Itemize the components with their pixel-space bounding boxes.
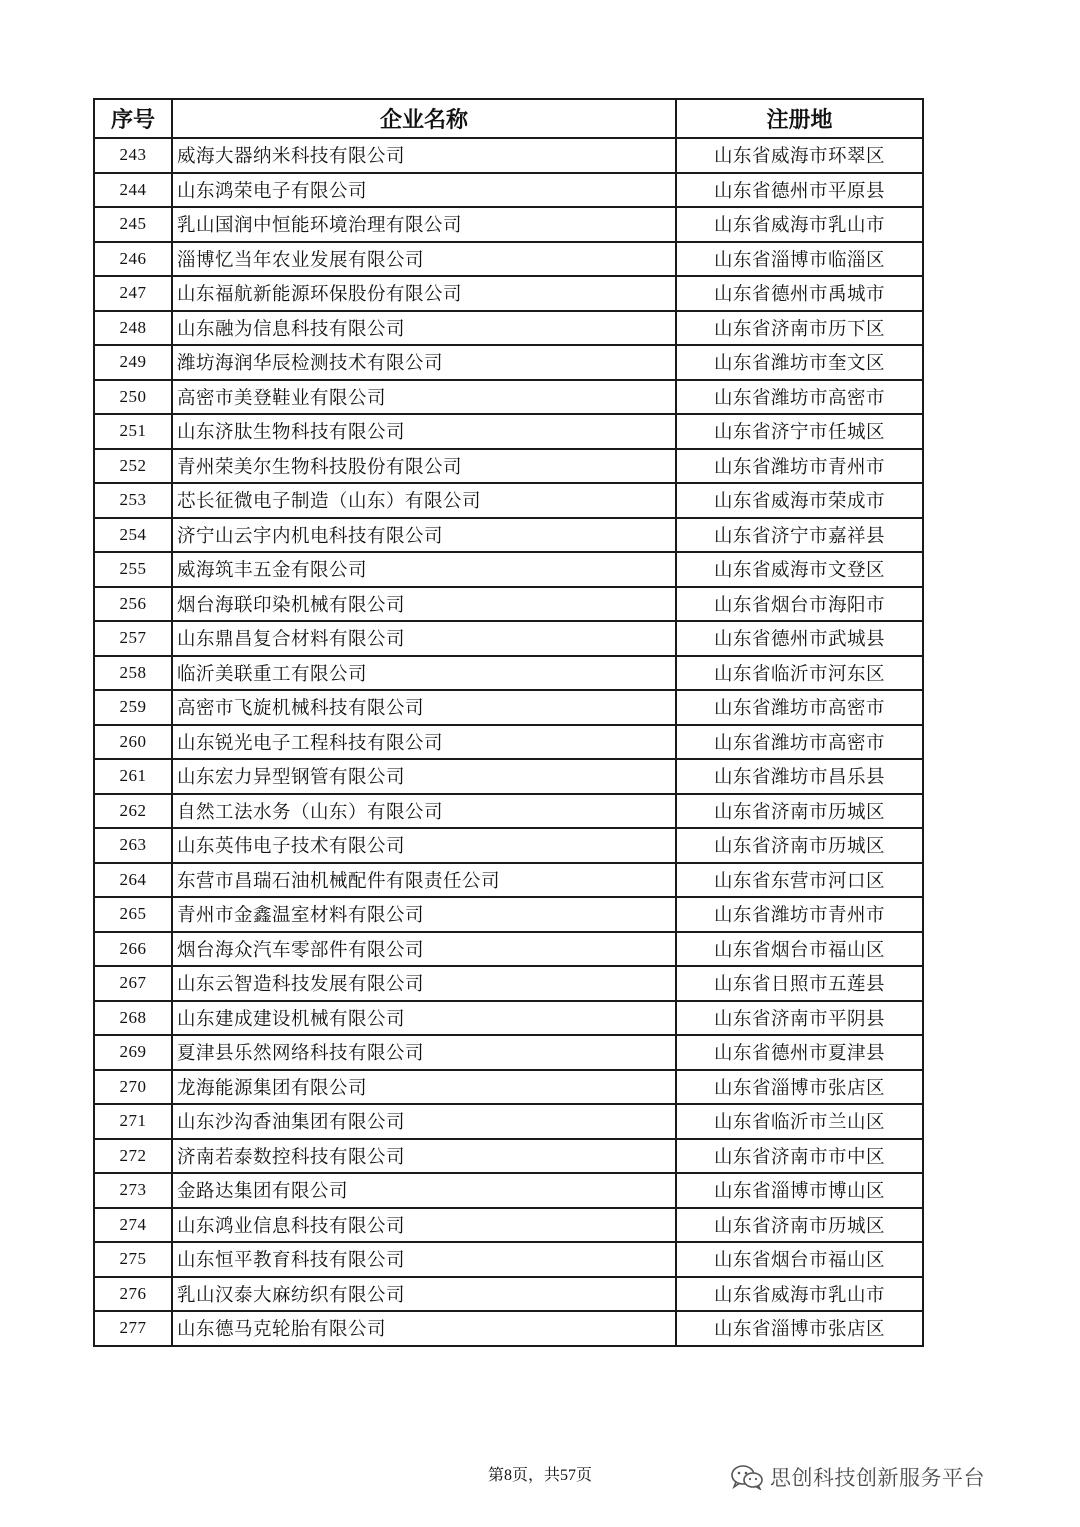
row-registered-location: 山东省济宁市任城区 [676, 414, 923, 449]
row-index: 265 [94, 897, 172, 932]
row-company-name: 金路达集团有限公司 [172, 1173, 676, 1208]
row-index: 247 [94, 276, 172, 311]
table-row [94, 414, 923, 449]
table-row [94, 897, 923, 932]
wechat-icon [730, 1464, 764, 1490]
row-company-name: 烟台海众汽车零部件有限公司 [172, 932, 676, 967]
row-registered-location: 山东省威海市荣成市 [676, 483, 923, 518]
row-registered-location: 山东省威海市环翠区 [676, 138, 923, 173]
header-index: 序号 [94, 99, 172, 138]
table-row [94, 345, 923, 380]
row-index: 263 [94, 828, 172, 863]
table-row [94, 276, 923, 311]
table-row [94, 1104, 923, 1139]
row-index: 268 [94, 1001, 172, 1036]
table-row [94, 656, 923, 691]
row-index: 277 [94, 1311, 172, 1346]
row-registered-location: 山东省德州市平原县 [676, 173, 923, 208]
row-index: 255 [94, 552, 172, 587]
row-registered-location: 山东省济南市历城区 [676, 1208, 923, 1243]
row-registered-location: 山东省淄博市张店区 [676, 1311, 923, 1346]
row-company-name: 东营市昌瑞石油机械配件有限责任公司 [172, 863, 676, 898]
row-index: 245 [94, 207, 172, 242]
row-company-name: 乳山国润中恒能环境治理有限公司 [172, 207, 676, 242]
row-registered-location: 山东省烟台市海阳市 [676, 587, 923, 622]
table-row [94, 1070, 923, 1105]
row-registered-location: 山东省潍坊市高密市 [676, 725, 923, 760]
table-row [94, 449, 923, 484]
row-company-name: 山东鸿业信息科技有限公司 [172, 1208, 676, 1243]
watermark [730, 1462, 985, 1492]
row-registered-location: 山东省济南市历下区 [676, 311, 923, 346]
table-row [94, 1242, 923, 1277]
row-index: 250 [94, 380, 172, 415]
table-row [94, 932, 923, 967]
row-index: 267 [94, 966, 172, 1001]
table-row [94, 311, 923, 346]
row-registered-location: 山东省潍坊市高密市 [676, 690, 923, 725]
table-row [94, 242, 923, 277]
row-index: 258 [94, 656, 172, 691]
row-registered-location: 山东省日照市五莲县 [676, 966, 923, 1001]
row-index: 254 [94, 518, 172, 553]
row-index: 251 [94, 414, 172, 449]
row-registered-location: 山东省济南市市中区 [676, 1139, 923, 1174]
row-company-name: 青州荣美尔生物科技股份有限公司 [172, 449, 676, 484]
row-registered-location: 山东省济南市历城区 [676, 794, 923, 829]
row-company-name: 山东云智造科技发展有限公司 [172, 966, 676, 1001]
row-registered-location: 山东省潍坊市奎文区 [676, 345, 923, 380]
row-registered-location: 山东省淄博市临淄区 [676, 242, 923, 277]
table-row [94, 794, 923, 829]
row-company-name: 乳山汉泰大麻纺织有限公司 [172, 1277, 676, 1312]
row-index: 256 [94, 587, 172, 622]
table-body [94, 138, 923, 1346]
row-company-name: 烟台海联印染机械有限公司 [172, 587, 676, 622]
table-row [94, 759, 923, 794]
table-row [94, 173, 923, 208]
table-row [94, 518, 923, 553]
row-company-name: 山东建成建设机械有限公司 [172, 1001, 676, 1036]
row-company-name: 山东融为信息科技有限公司 [172, 311, 676, 346]
row-company-name: 山东福航新能源环保股份有限公司 [172, 276, 676, 311]
row-registered-location: 山东省潍坊市青州市 [676, 449, 923, 484]
row-company-name: 山东锐光电子工程科技有限公司 [172, 725, 676, 760]
row-index: 272 [94, 1139, 172, 1174]
row-company-name: 济宁山云宇内机电科技有限公司 [172, 518, 676, 553]
row-registered-location: 山东省德州市禹城市 [676, 276, 923, 311]
table-row [94, 1139, 923, 1174]
row-company-name: 临沂美联重工有限公司 [172, 656, 676, 691]
row-index: 253 [94, 483, 172, 518]
row-index: 243 [94, 138, 172, 173]
table-row [94, 587, 923, 622]
row-index: 276 [94, 1277, 172, 1312]
row-company-name: 威海大器纳米科技有限公司 [172, 138, 676, 173]
row-registered-location: 山东省临沂市兰山区 [676, 1104, 923, 1139]
row-index: 257 [94, 621, 172, 656]
row-index: 261 [94, 759, 172, 794]
row-company-name: 自然工法水务（山东）有限公司 [172, 794, 676, 829]
row-company-name: 龙海能源集团有限公司 [172, 1070, 676, 1105]
page-number: 第8页，共57页 [487, 1467, 592, 1484]
row-registered-location: 山东省烟台市福山区 [676, 932, 923, 967]
watermark-text: 思创科技创新服务平台 [770, 1466, 985, 1490]
row-registered-location: 山东省威海市乳山市 [676, 207, 923, 242]
row-registered-location: 山东省济宁市嘉祥县 [676, 518, 923, 553]
row-index: 275 [94, 1242, 172, 1277]
row-company-name: 青州市金鑫温室材料有限公司 [172, 897, 676, 932]
row-index: 244 [94, 173, 172, 208]
row-registered-location: 山东省东营市河口区 [676, 863, 923, 898]
row-registered-location: 山东省淄博市博山区 [676, 1173, 923, 1208]
row-index: 249 [94, 345, 172, 380]
row-index: 248 [94, 311, 172, 346]
row-registered-location: 山东省威海市文登区 [676, 552, 923, 587]
row-registered-location: 山东省潍坊市昌乐县 [676, 759, 923, 794]
row-company-name: 高密市飞旋机械科技有限公司 [172, 690, 676, 725]
row-registered-location: 山东省德州市武城县 [676, 621, 923, 656]
row-registered-location: 山东省临沂市河东区 [676, 656, 923, 691]
table-row [94, 690, 923, 725]
table-row [94, 483, 923, 518]
row-company-name: 山东鼎昌复合材料有限公司 [172, 621, 676, 656]
table-row [94, 1277, 923, 1312]
row-registered-location: 山东省烟台市福山区 [676, 1242, 923, 1277]
row-company-name: 山东沙沟香油集团有限公司 [172, 1104, 676, 1139]
table-row [94, 863, 923, 898]
row-index: 270 [94, 1070, 172, 1105]
row-registered-location: 山东省济南市历城区 [676, 828, 923, 863]
table-row [94, 621, 923, 656]
row-index: 273 [94, 1173, 172, 1208]
row-index: 274 [94, 1208, 172, 1243]
table-row [94, 828, 923, 863]
company-table [93, 98, 924, 1347]
row-company-name: 山东英伟电子技术有限公司 [172, 828, 676, 863]
row-company-name: 济南若泰数控科技有限公司 [172, 1139, 676, 1174]
row-index: 260 [94, 725, 172, 760]
table-row [94, 207, 923, 242]
row-registered-location: 山东省潍坊市青州市 [676, 897, 923, 932]
table-row [94, 1208, 923, 1243]
row-registered-location: 山东省威海市乳山市 [676, 1277, 923, 1312]
row-company-name: 山东鸿荣电子有限公司 [172, 173, 676, 208]
row-index: 266 [94, 932, 172, 967]
row-index: 271 [94, 1104, 172, 1139]
table-row [94, 1035, 923, 1070]
row-index: 264 [94, 863, 172, 898]
table-row [94, 138, 923, 173]
table-header-row [94, 99, 923, 138]
table-row [94, 1173, 923, 1208]
row-registered-location: 山东省德州市夏津县 [676, 1035, 923, 1070]
table-row [94, 966, 923, 1001]
row-registered-location: 山东省潍坊市高密市 [676, 380, 923, 415]
row-registered-location: 山东省济南市平阴县 [676, 1001, 923, 1036]
header-company-name: 企业名称 [172, 99, 676, 138]
row-company-name: 威海筑丰五金有限公司 [172, 552, 676, 587]
row-company-name: 山东宏力异型钢管有限公司 [172, 759, 676, 794]
row-company-name: 高密市美登鞋业有限公司 [172, 380, 676, 415]
table-row [94, 380, 923, 415]
row-index: 259 [94, 690, 172, 725]
header-registered-location: 注册地 [676, 99, 923, 138]
table-row [94, 1001, 923, 1036]
row-company-name: 山东德马克轮胎有限公司 [172, 1311, 676, 1346]
table-row [94, 1311, 923, 1346]
row-company-name: 淄博忆当年农业发展有限公司 [172, 242, 676, 277]
row-company-name: 夏津县乐然网络科技有限公司 [172, 1035, 676, 1070]
table-row [94, 725, 923, 760]
table-row [94, 552, 923, 587]
row-index: 269 [94, 1035, 172, 1070]
row-company-name: 芯长征微电子制造（山东）有限公司 [172, 483, 676, 518]
row-index: 262 [94, 794, 172, 829]
row-index: 246 [94, 242, 172, 277]
row-company-name: 山东济肽生物科技有限公司 [172, 414, 676, 449]
row-registered-location: 山东省淄博市张店区 [676, 1070, 923, 1105]
company-table-container [93, 98, 922, 1347]
row-index: 252 [94, 449, 172, 484]
row-company-name: 潍坊海润华辰检测技术有限公司 [172, 345, 676, 380]
row-company-name: 山东恒平教育科技有限公司 [172, 1242, 676, 1277]
